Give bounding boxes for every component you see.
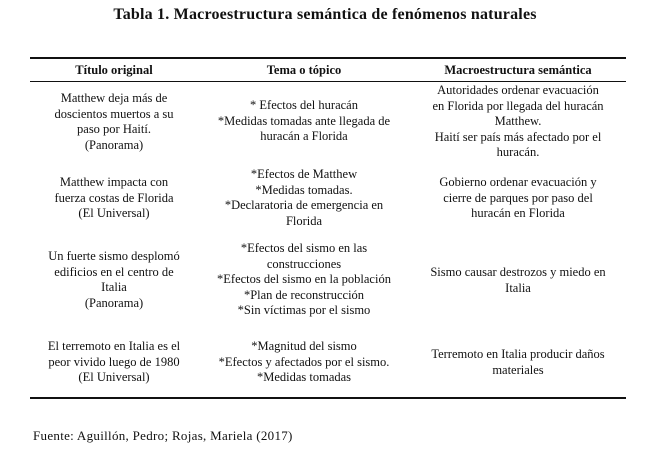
table-cell — [200, 339, 408, 386]
cell-line: (El Universal) — [78, 370, 150, 384]
cell-line: en Florida por llegada del huracán — [432, 98, 604, 113]
cell-line: huracán. — [496, 145, 540, 159]
cell-line: *Declaratoria de emergencia en — [224, 198, 384, 212]
cell-line: *Medidas tomadas. — [255, 182, 353, 197]
table-cell — [200, 98, 408, 145]
cell-line: Haití ser país más afectado por el — [434, 129, 602, 144]
cell-line: doscientos muertos a su — [54, 106, 174, 121]
cell-line: *Medidas tomadas — [256, 370, 352, 384]
table-cell — [32, 91, 196, 153]
table-cell — [410, 265, 626, 296]
table-cell — [32, 249, 196, 311]
header-macroestructura: Macroestructura semántica — [444, 63, 592, 77]
cell-line: *Efectos y afectados por el sismo. — [218, 354, 390, 369]
header-tema-topico: Tema o tópico — [266, 63, 342, 77]
cell-line: Italia — [101, 280, 127, 294]
cell-line: paso por Haití. — [77, 122, 151, 136]
cell-line: *Magnitud del sismo — [251, 339, 357, 353]
cell-line: Sismo causar destrozos y miedo en — [430, 265, 606, 279]
cell-line: Matthew deja más de — [60, 91, 168, 105]
table-header-rule — [30, 81, 626, 82]
cell-line: *Plan de reconstrucción — [243, 287, 365, 302]
cell-line: huracán a Florida — [260, 129, 348, 143]
source-citation: Fuente: Aguillón, Pedro; Rojas, Mariela (2017) — [33, 428, 293, 443]
cell-line: edificios en el centro de — [54, 264, 174, 279]
table-cell — [32, 339, 196, 386]
cell-line: huracán en Florida — [471, 206, 565, 220]
table-title: Tabla 1. Macroestructura semántica de fenómenos naturales — [113, 6, 537, 23]
table-cell — [200, 167, 408, 229]
cell-line: Autoridades ordenar evacuación — [437, 83, 599, 97]
table-top-rule — [30, 57, 626, 59]
cell-line: * Efectos del huracán — [250, 98, 358, 112]
cell-line: Terremoto en Italia producir daños — [431, 347, 605, 361]
header-titulo-original: Título original — [75, 63, 153, 77]
cell-line: construcciones — [266, 256, 342, 271]
cell-line: fuerza costas de Florida — [54, 190, 174, 205]
cell-line: cierre de parques por paso del — [443, 190, 593, 205]
cell-line: (Panorama) — [84, 295, 144, 310]
cell-line: Matthew. — [494, 114, 542, 128]
cell-line: *Sin víctimas por el sismo — [237, 303, 371, 317]
cell-line: *Efectos del sismo en la población — [217, 272, 391, 286]
table-cell — [410, 175, 626, 222]
cell-line: (Panorama) — [84, 137, 144, 152]
table-cell — [410, 83, 626, 161]
cell-line: materiales — [492, 362, 544, 377]
cell-line: *Medidas tomadas ante llegada de — [217, 113, 391, 128]
cell-line: El terremoto en Italia es el — [47, 339, 181, 353]
cell-line: *Efectos de Matthew — [250, 167, 358, 181]
table-bottom-rule — [30, 397, 626, 399]
cell-line: Gobierno ordenar evacuación y — [439, 175, 597, 189]
cell-line: Matthew impacta con — [59, 175, 169, 189]
cell-line: *Efectos del sismo en las — [240, 241, 368, 255]
cell-line: Florida — [285, 213, 323, 228]
cell-line: peor vivido luego de 1980 — [48, 354, 180, 369]
cell-line: Italia — [505, 280, 531, 295]
table-cell — [410, 347, 626, 378]
cell-line: (El Universal) — [78, 206, 150, 220]
table-cell — [200, 241, 408, 319]
cell-line: Un fuerte sismo desplomó — [48, 249, 180, 263]
table-cell — [32, 175, 196, 222]
